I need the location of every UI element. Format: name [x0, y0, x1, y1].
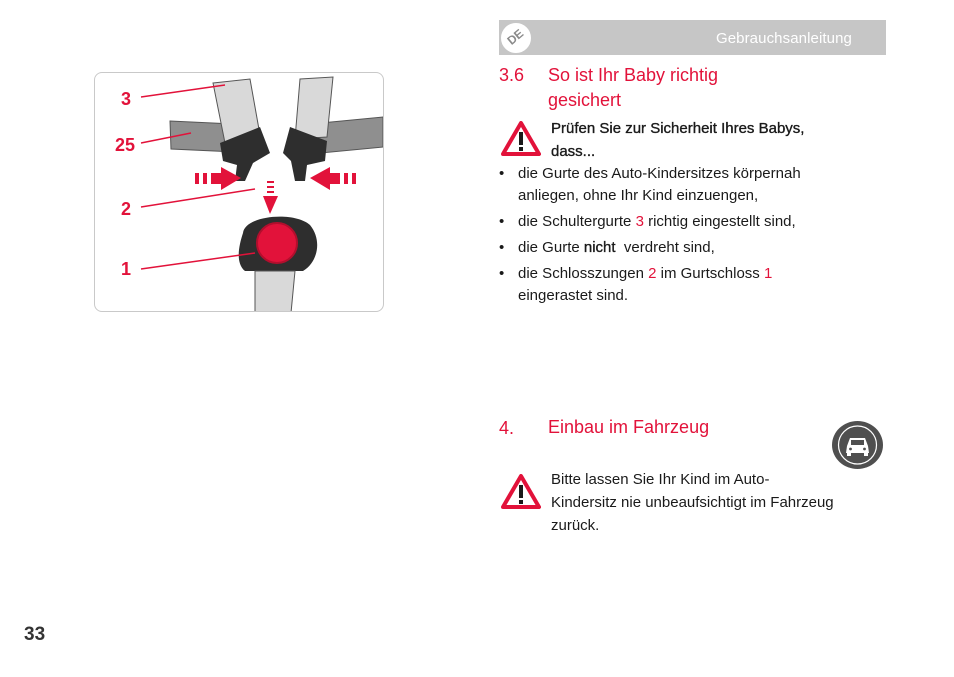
arrows-inward	[195, 167, 356, 214]
emphasis-word: nicht	[583, 239, 616, 256]
section-3-6-warning-line1: Prüfen Sie zur Sicherheit Ihres Babys,	[551, 120, 805, 137]
ref-number: 2	[648, 265, 657, 282]
section-3-6-title-line2: gesichert	[548, 90, 622, 110]
list-item: • die Gurte des Auto-Kindersitzes körpernah anliegen, ohne Ihr Kind einzuengen,	[499, 165, 801, 204]
callout-2: 2	[121, 199, 132, 219]
section-3-6-title-line1: So ist Ihr Baby richtig	[548, 65, 719, 85]
language-badge-label: DE	[504, 26, 527, 48]
section-3-6-title	[548, 63, 718, 113]
list-item: • die Schultergurte 3 richtig eingestellt sind,	[499, 213, 796, 230]
page-number: 33	[24, 624, 46, 645]
language-badge	[499, 21, 533, 55]
section-4-warning-line2: Kindersitz nie unbeaufsichtigt im Fahrzeug	[551, 494, 834, 511]
warning-triangle-icon	[501, 121, 541, 157]
harness-diagram	[95, 73, 384, 312]
section-3-6-warning-line2: dass...	[551, 143, 596, 160]
section-4-warning	[551, 468, 834, 537]
header-title: Gebrauchsanleitung	[715, 30, 852, 47]
list-item: • die Schlosszungen 2 im Gurtschloss 1 eingerastet sind.	[499, 265, 773, 304]
ref-number: 1	[763, 265, 773, 282]
crotch-strap	[255, 271, 295, 312]
callout-3: 3	[121, 89, 132, 109]
callout-1: 1	[121, 259, 132, 279]
check-list	[499, 163, 879, 311]
header-bar	[499, 20, 886, 55]
list-item: • die Gurte nicht verdreht sind,	[499, 239, 715, 256]
car-icon	[832, 421, 883, 469]
section-4-number: 4.	[499, 418, 515, 438]
section-4-warning-line3: zurück.	[551, 517, 600, 534]
harness-illustration	[94, 72, 384, 312]
buckle-release-button	[257, 223, 297, 263]
right-shoulder-strap	[295, 77, 333, 139]
section-3-6-warning	[551, 117, 804, 163]
warning-triangle-icon	[501, 474, 541, 510]
section-3-6-number: 3.6	[499, 65, 525, 85]
section-4-title: Einbau im Fahrzeug	[548, 417, 710, 437]
ref-number: 3	[635, 213, 644, 230]
callout-25: 25	[115, 135, 136, 155]
section-4-warning-line1: Bitte lassen Sie Ihr Kind im Auto-	[551, 471, 770, 488]
